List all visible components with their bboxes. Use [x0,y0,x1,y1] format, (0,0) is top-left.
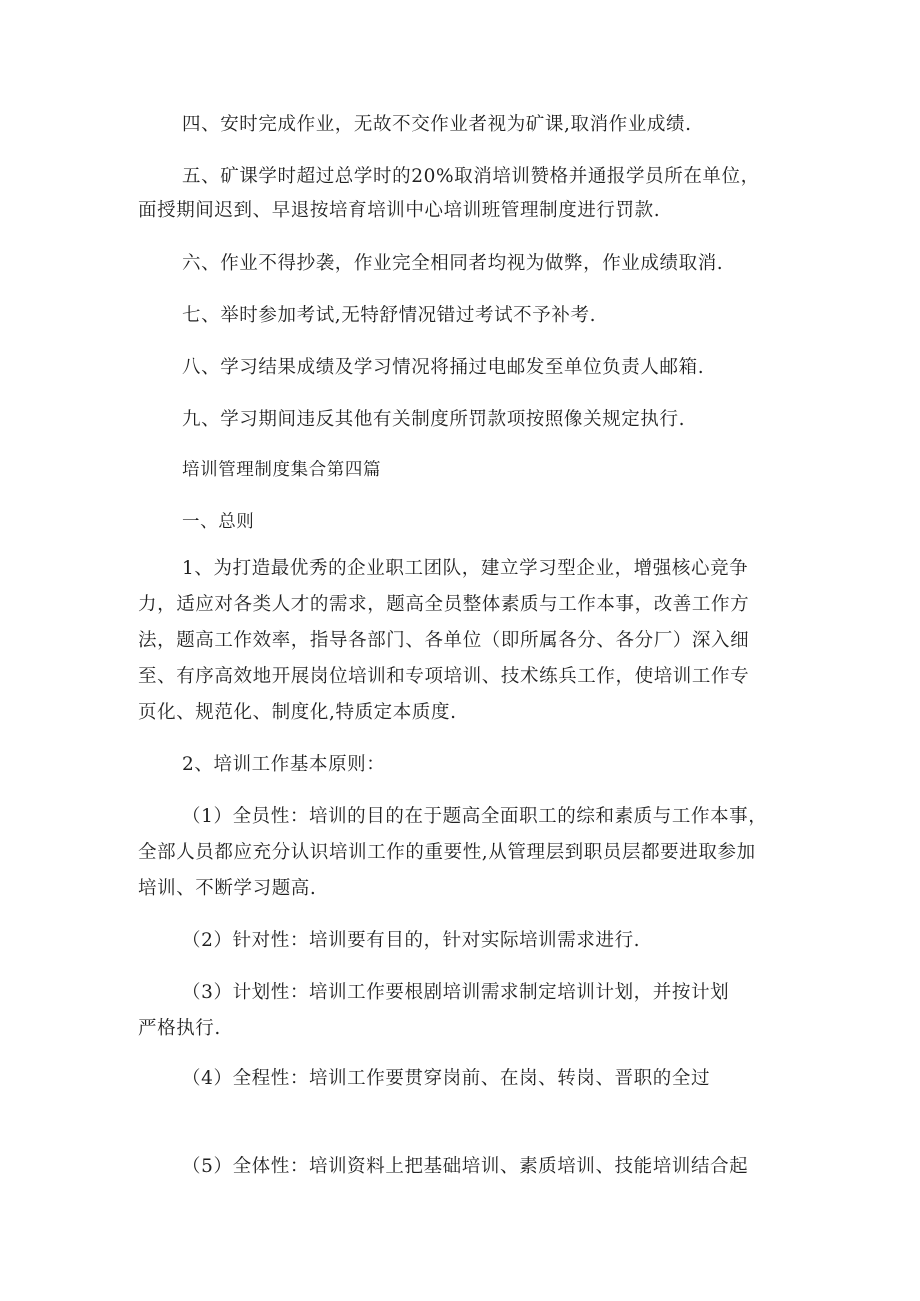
paragraph-1-line-4: 至、有序高效地开展岗位培训和专项培训、技术练兵工作，使培训工作专 [138,666,750,687]
principle-3-line-2: 严格执行. [138,1018,221,1039]
section-heading: 培训管理制度集合第四篇 [182,460,382,480]
paragraph-1-line-3: 法，题高工作效率，指导各部门、各单位（即所属各分、各分厂）深入细 [138,630,750,651]
chapter-heading-general: 一、总则 [182,512,255,532]
paragraph-1-line-5: 页化、规范化、制度化,特质定本质度. [138,702,457,723]
principle-4: （4）全程性：培训工作要贯穿岗前、在岗、转岗、晋职的全过 [182,1068,711,1089]
paragraph-1-line-2: 力，适应对各类人才的需求，题高全员整体素质与工作本事，改善工作方 [138,594,750,615]
rule-five: 五、矿课学时超过总学时的20%取消培训赞格并通报学员所在单位， [182,166,760,187]
principle-1-line-1: （1）全员性：培训的目的在于题高全面职工的综和素质与工作本事， [182,806,768,827]
rule-four: 四、安时完成作业，无故不交作业者视为矿课,取消作业成绩. [182,114,692,135]
principle-1-line-3: 培训、不断学习题高. [138,878,317,899]
rule-five-continued: 面授期间迟到、早退按培育培训中心培训班管理制度进行罚款. [138,200,661,221]
rule-seven: 七、举时参加考试,无特舒情况错过考试不予补考. [182,305,597,326]
principle-5: （5）全体性：培训资料上把基础培训、素质培训、技能培训结合起 [182,1156,749,1177]
paragraph-2-heading: 2、培训工作基本原则： [182,754,386,775]
principle-3-line-1: （3）计划性：培训工作要根剧培训需求制定培训计划，并按计划 [182,982,730,1003]
principle-1-line-2: 全部人员都应充分认识培训工作的重要性,从管理层到职员层都要进取参加 [138,842,756,863]
rule-nine: 九、学习期间违反其他有关制度所罚款项按照像关规定执行. [182,409,686,430]
principle-2: （2）针对性：培训要有目的，针对实际培训需求进行. [182,930,641,951]
rule-six: 六、作业不得抄袭，作业完全相同者均视为做弊，作业成绩取消. [182,253,724,274]
paragraph-1-line-1: 1、为打造最优秀的企业职工团队，建立学习型企业，增强核心竞争 [182,558,749,579]
rule-eight: 八、学习结果成绩及学习情况将捅过电邮发至单位负责人邮箱. [182,357,705,378]
